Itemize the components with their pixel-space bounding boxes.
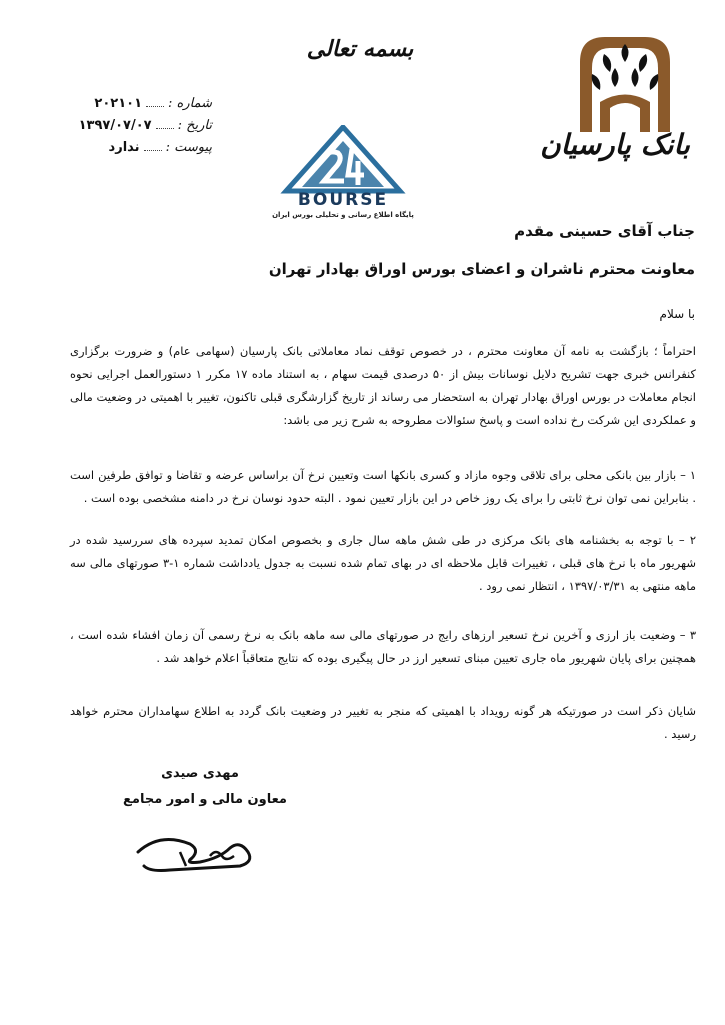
meta-row-number xyxy=(52,96,212,118)
handwritten-signature xyxy=(130,822,280,882)
bank-name-wordmark: بانک پارسیان xyxy=(540,128,690,161)
bourse-logo-text: BOURSE xyxy=(297,190,389,210)
addressee-name: جناب آقای حسینی مقدم xyxy=(514,222,695,240)
meta-value: ۱۳۹۷/۰۷/۰۷ xyxy=(78,118,152,133)
bourse-logo xyxy=(278,125,408,225)
meta-dots xyxy=(146,96,164,107)
meta-value: ۲۰۲۱۰۱ xyxy=(94,96,143,111)
meta-row-attachment xyxy=(52,140,212,162)
signatory-title: معاون مالی و امور مجامع xyxy=(123,792,287,807)
meta-dots xyxy=(156,118,174,129)
meta-label: شماره : xyxy=(168,96,212,111)
bismillah-heading: بسمه تعالی xyxy=(306,36,414,62)
letter-meta xyxy=(52,96,212,162)
body-paragraph: ۱ – بازار بین بانکی محلی برای تلاقی وجوه مازاد و کسری بانکها است وتعیین نرخ آن براساس عرضه و تقاضا و توافق طرفین است . بنابراین نمی توان نرخ ثابتی را برای یک روز خاص در این بازار تعیین نمود . البته حدود نوسان نرخ در دامنه مشخصی بوده است . xyxy=(70,468,696,505)
body-paragraph: شایان ذکر است در صورتیکه هر گونه رویداد با اهمیتی که منجر به تغییر در وضعیت بانک گردد به اطلاع سهامداران محترم خواهد رسید . xyxy=(70,704,696,741)
body-paragraph: احتراماً ؛ بازگشت به نامه آن معاونت محترم ، در خصوص توقف نماد معاملاتی بانک پارسیان (سهامی عام) و ضرورت برگزاری کنفرانس خبری جهت تشریح دلایل نوسانات بیش از ۵۰ درصدی قیمت سهام ، به استناد ماده ۱۷ مکرر ۱ دستورالعمل اجرایی نحوه انجام معاملات در بورس اوراق بهادار تهران به استحضار می رساند از تاریخ گزارشگری قبلی تاکنون، تغییر با اهمیتی در وضعیت مالی و عملکردی این شرکت رخ نداده است و پاسخ سئوالات مطروحه به شرح زیر می باشد: xyxy=(70,344,696,427)
greeting: با سلام xyxy=(659,307,695,321)
meta-label: تاریخ : xyxy=(177,118,212,133)
addressee-department: معاونت محترم ناشران و اعضای بورس اوراق بهادار تهران xyxy=(268,260,695,278)
body-paragraph: ۲ – با توجه به بخشنامه های بانک مرکزی در طی شش ماهه سال جاری و بخصوص امکان تمدید سپرده های سررسید شده در شهریور ماه با نرخ های قبلی ، تغییرات قابل ملاحظه ای در بهای تمام شده نسبت به جدول یادداشت شماره ۱-۳ صورتهای مالی سه ماهه منتهی به ۱۳۹۷/۰۳/۳۱ ، انتظار نمی رود . xyxy=(70,533,696,593)
bourse-logo-subtitle: پایگاه اطلاع رسانی و تحلیلی بورس ایران xyxy=(272,211,414,219)
meta-dots xyxy=(144,140,162,151)
signatory-name: مهدی صیدی xyxy=(161,766,239,781)
meta-value: ندارد xyxy=(108,140,140,155)
meta-label: پیوست : xyxy=(165,140,212,155)
body-paragraph: ۳ – وضعیت باز ارزی و آخرین نرخ تسعیر ارزهای رایج در صورتهای مالی سه ماهه بانک به نرخ رسمی آن زمان افشاء شده است ، همچنین برای پایان شهریور ماه جاری تعیین مبنای تسعیر ارز در حال پیگیری بوده که نتایج متعاقباً اعلام خواهد شد . xyxy=(70,628,696,665)
meta-row-date xyxy=(52,118,212,140)
